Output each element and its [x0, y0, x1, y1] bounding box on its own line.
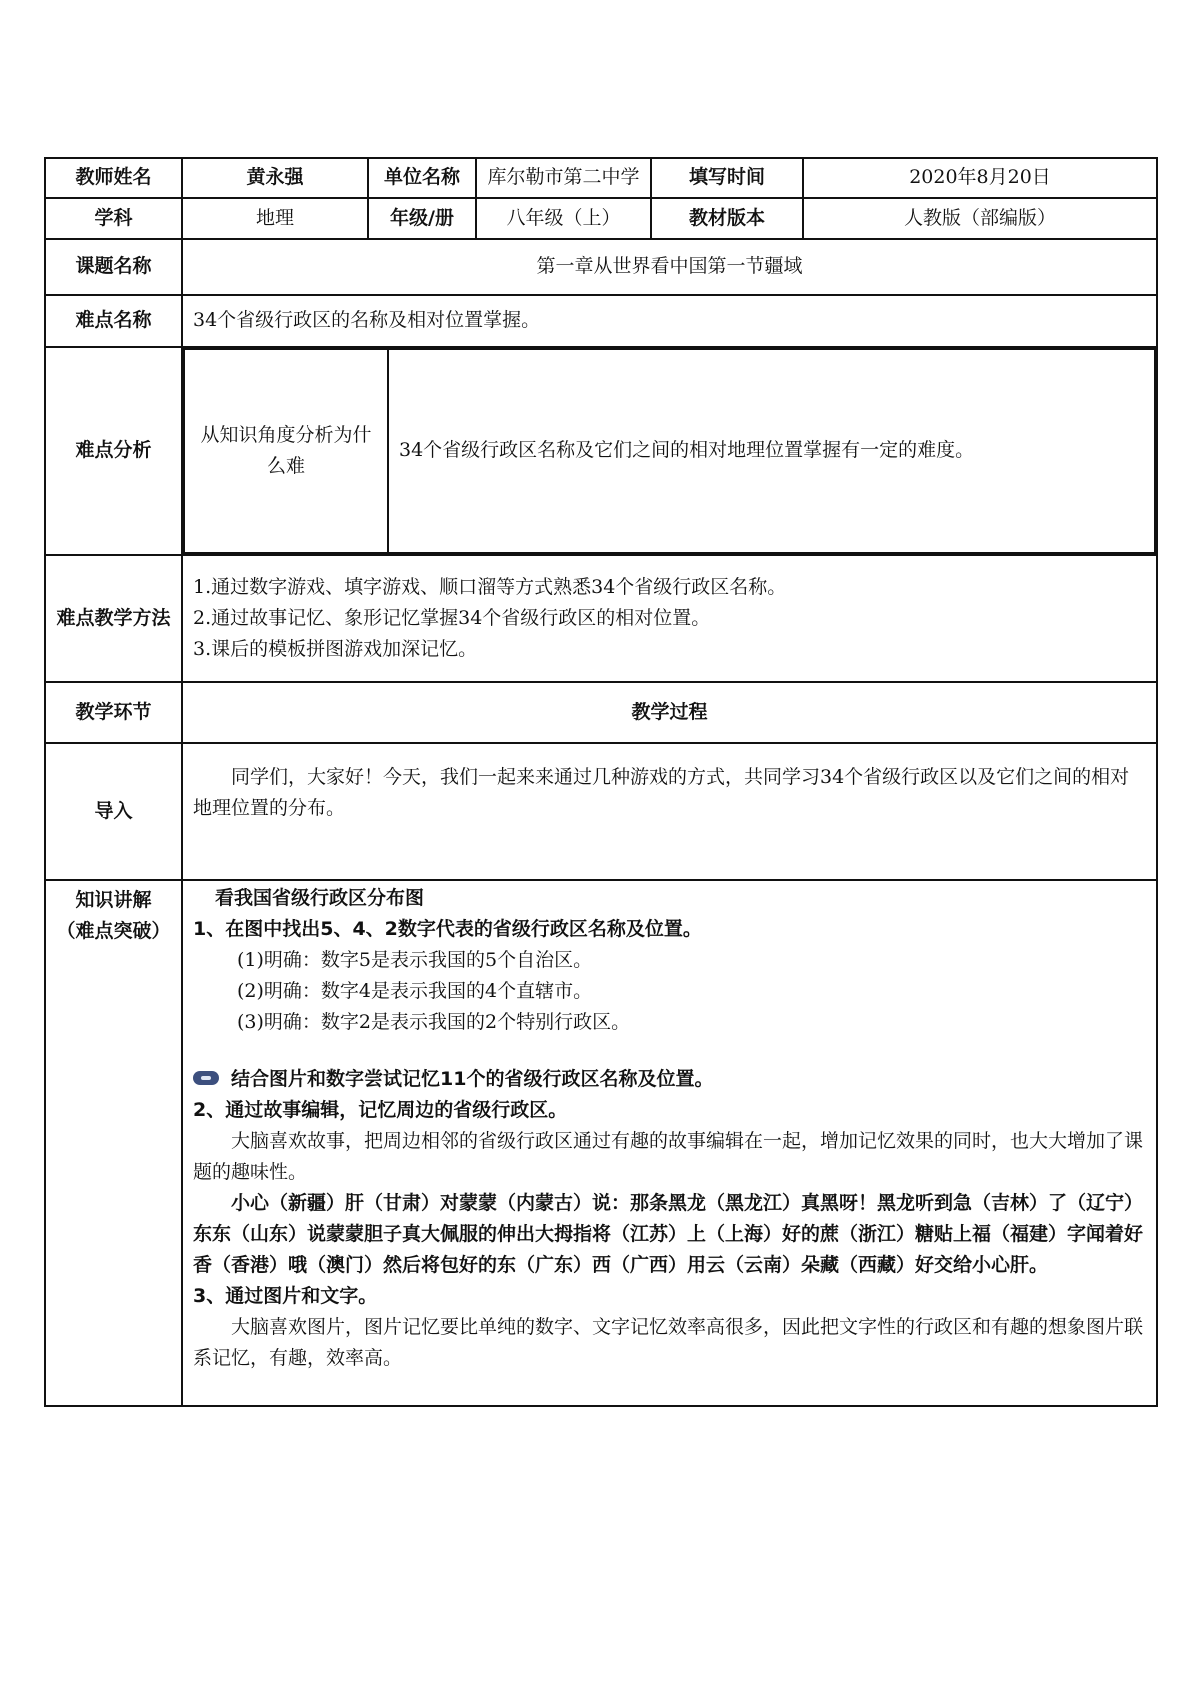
difficulty-row — [45, 295, 1157, 347]
edition-value: 人教版（部编版） — [803, 198, 1157, 239]
method-row — [45, 555, 1157, 682]
header-row-1 — [45, 158, 1157, 198]
teacher-value: 黄永强 — [182, 158, 368, 198]
process-header-row — [45, 682, 1157, 743]
map-title: 看我国省级行政区分布图 — [215, 887, 425, 909]
process-stage-label: 教学环节 — [45, 682, 182, 743]
analysis-label: 难点分析 — [45, 347, 182, 555]
lesson-plan-table — [44, 157, 1158, 1407]
date-value: 2020年8月20日 — [803, 158, 1157, 198]
topic-label: 课题名称 — [45, 239, 182, 295]
analysis-content — [182, 347, 1157, 555]
unit-label: 单位名称 — [368, 158, 476, 198]
grade-value: 八年级（上） — [476, 198, 651, 239]
bullet-text: 结合图片和数字尝试记忆11个的省级行政区名称及位置。 — [231, 1068, 714, 1090]
analysis-sub-label: 从知识角度分析为什么难 — [184, 349, 388, 553]
story-text: 小心（新疆）肝（甘肃）对蒙蒙（内蒙古）说：那条黑龙（黑龙江）真黑呀！黑龙听到急（吉林）了（辽宁）东东（山东）说蒙蒙胆子真大佩服的伸出大拇指将（江苏）上（上海）好的蔗（浙江）糖贴上福（福建）字闻着好香（香港）哦（澳门）然后将包好的东（广东）西（广西）用云（云南）朵藏（西藏）好交给小心肝。 — [193, 1192, 1144, 1276]
knowledge-content — [182, 880, 1157, 1406]
spacer — [193, 1038, 1146, 1064]
step2-heading: 2、通过故事编辑，记忆周边的省级行政区。 — [193, 1099, 568, 1121]
method-content — [182, 555, 1157, 682]
bullet-line — [193, 1064, 1146, 1095]
step1-item: (2)明确：数字4是表示我国的4个直辖市。 — [237, 980, 593, 1002]
knowledge-label — [45, 880, 182, 1406]
knowledge-label-line2: （难点突破） — [56, 920, 171, 942]
difficulty-label: 难点名称 — [45, 295, 182, 347]
topic-row — [45, 239, 1157, 295]
step1-item: (3)明确：数字2是表示我国的2个特别行政区。 — [237, 1011, 631, 1033]
intro-content — [182, 743, 1157, 880]
topic-value: 第一章从世界看中国第一节疆域 — [182, 239, 1157, 295]
step2-text: 大脑喜欢故事，把周边相邻的省级行政区通过有趣的故事编辑在一起，增加记忆效果的同时，也大大增加了课题的趣味性。 — [193, 1130, 1144, 1183]
grade-label: 年级/册 — [368, 198, 476, 239]
method-item: 2.通过故事记忆、象形记忆掌握34个省级行政区的相对位置。 — [193, 607, 711, 629]
difficulty-value: 34个省级行政区的名称及相对位置掌握。 — [182, 295, 1157, 347]
method-label: 难点教学方法 — [45, 555, 182, 682]
step1-item: (1)明确：数字5是表示我国的5个自治区。 — [237, 949, 593, 971]
intro-row — [45, 743, 1157, 880]
analysis-inner-table — [183, 348, 1156, 554]
edition-label: 教材版本 — [651, 198, 803, 239]
unit-value: 库尔勒市第二中学 — [476, 158, 651, 198]
knowledge-row — [45, 880, 1157, 1406]
step3-heading: 3、通过图片和文字。 — [193, 1285, 378, 1307]
step3-text: 大脑喜欢图片，图片记忆要比单纯的数字、文字记忆效率高很多，因此把文字性的行政区和有趣的想象图片联系记忆，有趣，效率高。 — [193, 1316, 1144, 1369]
pill-bullet-icon — [193, 1071, 219, 1085]
date-label: 填写时间 — [651, 158, 803, 198]
subject-label: 学科 — [45, 198, 182, 239]
analysis-row — [45, 347, 1157, 555]
step1-heading: 1、在图中找出5、4、2数字代表的省级行政区名称及位置。 — [193, 918, 702, 940]
lesson-plan-form — [44, 157, 1156, 1407]
process-title: 教学过程 — [182, 682, 1157, 743]
method-item: 3.课后的模板拼图游戏加深记忆。 — [193, 638, 478, 660]
intro-label: 导入 — [45, 743, 182, 880]
teacher-label: 教师姓名 — [45, 158, 182, 198]
intro-text: 同学们，大家好！今天，我们一起来来通过几种游戏的方式，共同学习34个省级行政区以及它们之间的相对地理位置的分布。 — [193, 766, 1130, 819]
subject-value: 地理 — [182, 198, 368, 239]
analysis-value: 34个省级行政区名称及它们之间的相对地理位置掌握有一定的难度。 — [388, 349, 1155, 553]
method-item: 1.通过数字游戏、填字游戏、顺口溜等方式熟悉34个省级行政区名称。 — [193, 576, 787, 598]
knowledge-label-line1: 知识讲解 — [75, 889, 152, 911]
header-row-2 — [45, 198, 1157, 239]
